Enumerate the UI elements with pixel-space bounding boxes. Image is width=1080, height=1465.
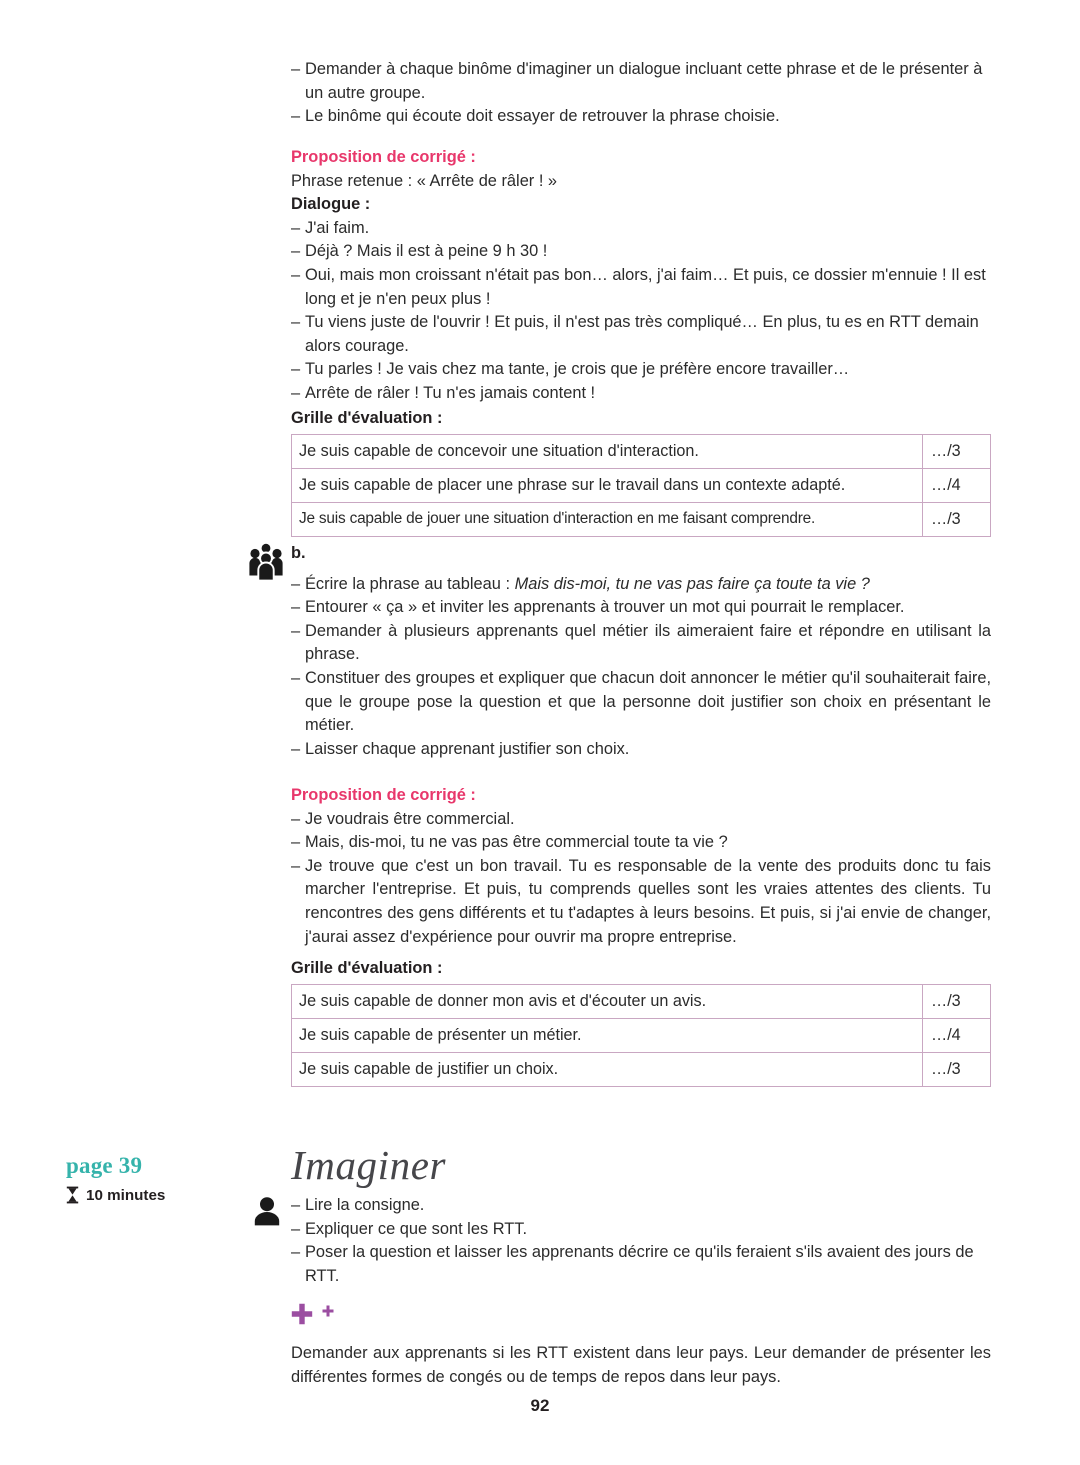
list-item bbox=[291, 1241, 991, 1288]
instruction-text: Expliquer ce que sont les RTT. bbox=[305, 1219, 527, 1238]
corrige-a-block bbox=[291, 146, 991, 406]
left-rail-imaginer bbox=[66, 1153, 266, 1204]
people-group-icon bbox=[248, 543, 284, 586]
corrige-b-list bbox=[291, 808, 991, 950]
dash-marker: – bbox=[291, 313, 301, 332]
list-item bbox=[291, 573, 991, 597]
dialogue-list bbox=[291, 217, 991, 406]
dash-marker: – bbox=[291, 265, 301, 284]
top-instructions-block bbox=[291, 58, 991, 129]
plus-icon-large bbox=[291, 1303, 313, 1330]
list-item bbox=[291, 240, 991, 264]
section-b-block bbox=[291, 542, 991, 761]
list-item bbox=[291, 1194, 991, 1218]
instruction-emphasis: Mais dis-moi, tu ne vas pas faire ça toute ta vie ? bbox=[514, 574, 870, 593]
section-title-imaginer: Imaginer bbox=[291, 1142, 447, 1188]
score-cell: …/3 bbox=[923, 985, 991, 1019]
dash-marker: – bbox=[291, 621, 301, 640]
corrige-b-block bbox=[291, 784, 991, 949]
dash-marker: – bbox=[291, 1219, 301, 1238]
list-item bbox=[291, 808, 991, 832]
corrige-a-heading: Proposition de corrigé : bbox=[291, 148, 476, 166]
grille-a-title: Grille d'évaluation : bbox=[291, 409, 443, 427]
corrige-b-heading: Proposition de corrigé : bbox=[291, 786, 476, 804]
instruction-text: Demander à plusieurs apprenants quel métier ils aimeraient faire et répondre en utilisant la phrase. bbox=[305, 621, 991, 664]
criterion-cell: Je suis capable de présenter un métier. bbox=[292, 1019, 923, 1053]
dialogue-line: Tu parles ! Je vais chez ma tante, je crois que je préfère encore travailler… bbox=[305, 360, 850, 379]
dash-marker: – bbox=[291, 833, 301, 852]
dash-marker: – bbox=[291, 1196, 301, 1214]
page-folio: 92 bbox=[530, 1396, 550, 1415]
dash-marker: – bbox=[291, 598, 301, 617]
instruction-text: Le binôme qui écoute doit essayer de retrouver la phrase choisie. bbox=[305, 107, 780, 126]
score-cell: …/4 bbox=[923, 469, 991, 503]
list-item bbox=[291, 738, 991, 762]
grille-a-block bbox=[291, 409, 991, 537]
dash-marker: – bbox=[291, 383, 301, 402]
corrige-line: Je voudrais être commercial. bbox=[305, 809, 515, 828]
instruction-text: Lire la consigne. bbox=[305, 1196, 425, 1214]
duration-label: 10 minutes bbox=[86, 1186, 166, 1204]
list-item bbox=[291, 58, 991, 105]
score-cell: …/4 bbox=[923, 1019, 991, 1053]
criterion-cell: Je suis capable de jouer une situation d'interaction en me faisant comprendre. bbox=[292, 503, 923, 537]
dash-marker: – bbox=[291, 574, 301, 593]
list-item bbox=[291, 358, 991, 382]
corrige-line: Mais, dis-moi, tu ne vas pas être commercial toute ta vie ? bbox=[305, 833, 728, 852]
criterion-cell: Je suis capable de justifier un choix. bbox=[292, 1053, 923, 1087]
instruction-text: Demander à chaque binôme d'imaginer un dialogue incluant cette phrase et de le présenter à un autre groupe. bbox=[305, 60, 983, 102]
dialogue-line: Arrête de râler ! Tu n'es jamais content ! bbox=[305, 383, 596, 402]
table-row bbox=[292, 469, 991, 503]
dash-marker: – bbox=[291, 218, 301, 237]
hourglass-icon bbox=[66, 1186, 79, 1204]
dash-marker: – bbox=[291, 809, 301, 828]
imaginer-instructions-block bbox=[291, 1194, 991, 1288]
imaginer-list bbox=[291, 1194, 991, 1288]
criterion-cell: Je suis capable de donner mon avis et d'écouter un avis. bbox=[292, 985, 923, 1019]
dash-marker: – bbox=[291, 107, 301, 126]
table-row bbox=[292, 503, 991, 537]
corrige-line: Je trouve que c'est un bon travail. Tu es responsable de la vente des produits donc tu fais marcher l'entreprise. Et puis, tu comprends quelles sont les vraies attentes des clients. Tu rencontres des gens différents et tu t'adaptes à leurs besoins. Et puis, si j'ai envie de changer, j'aurai assez d'expérience pour ouvrir ma propre entreprise. bbox=[305, 856, 991, 946]
score-cell: …/3 bbox=[923, 1053, 991, 1087]
dialogue-line: Déjà ? Mais il est à peine 9 h 30 ! bbox=[305, 242, 548, 261]
plus-note-text: Demander aux apprenants si les RTT existent dans leur pays. Leur demander de présenter les différentes formes de congés ou de temps de repos dans leur pays. bbox=[291, 1344, 991, 1386]
dialogue-line: Tu viens juste de l'ouvrir ! Et puis, il n'est pas très compliqué… En plus, tu es en RTT demain alors courage. bbox=[305, 313, 979, 355]
list-item bbox=[291, 620, 991, 667]
score-cell: …/3 bbox=[923, 435, 991, 469]
instruction-text: Poser la question et laisser les apprenants décrire ce qu'ils feraient s'ils avaient des jours de RTT. bbox=[305, 1243, 974, 1285]
instruction-text: Écrire la phrase au tableau : bbox=[305, 574, 515, 593]
plus-icons-row bbox=[291, 1303, 991, 1333]
dialogue-line: J'ai faim. bbox=[305, 218, 370, 237]
grille-b-title: Grille d'évaluation : bbox=[291, 959, 443, 977]
instruction-text: Entourer « ça » et inviter les apprenants à trouver un mot qui pourrait le remplacer. bbox=[305, 598, 905, 617]
list-item bbox=[291, 596, 991, 620]
dash-marker: – bbox=[291, 60, 301, 78]
evaluation-table-a bbox=[291, 434, 991, 537]
dash-marker: – bbox=[291, 1243, 301, 1262]
table-row bbox=[292, 985, 991, 1019]
duration-indicator bbox=[66, 1186, 266, 1204]
score-cell: …/3 bbox=[923, 503, 991, 537]
list-item bbox=[291, 217, 991, 241]
plus-icon-small bbox=[322, 1304, 334, 1322]
dialogue-line: Oui, mais mon croissant n'était pas bon… alors, j'ai faim… Et puis, ce dossier m'ennuie ! Il est long et je n'en peux plus ! bbox=[305, 265, 986, 308]
single-person-icon bbox=[254, 1196, 280, 1231]
list-item bbox=[291, 667, 991, 738]
list-item bbox=[291, 311, 991, 358]
dash-marker: – bbox=[291, 360, 301, 379]
dash-marker: – bbox=[291, 668, 301, 687]
instruction-text: Constituer des groupes et expliquer que chacun doit annoncer le métier qu'il souhaiterait faire, que le groupe pose la question et que la personne doit justifier son choix en présentant le métier. bbox=[305, 668, 991, 735]
criterion-cell: Je suis capable de placer une phrase sur le travail dans un contexte adapté. bbox=[292, 469, 923, 503]
phrase-retenue: Phrase retenue : « Arrête de râler ! » bbox=[291, 171, 558, 190]
criterion-cell: Je suis capable de concevoir une situation d'interaction. bbox=[292, 435, 923, 469]
imaginer-title-block bbox=[291, 1143, 991, 1187]
list-item bbox=[291, 831, 991, 855]
top-instruction-list bbox=[291, 58, 991, 129]
grille-b-block bbox=[291, 959, 991, 1087]
dash-marker: – bbox=[291, 856, 301, 875]
page-reference: page 39 bbox=[66, 1153, 143, 1178]
instruction-text: Laisser chaque apprenant justifier son choix. bbox=[305, 739, 630, 758]
dash-marker: – bbox=[291, 242, 301, 261]
dash-marker: – bbox=[291, 739, 301, 758]
table-row bbox=[292, 1019, 991, 1053]
list-item bbox=[291, 855, 991, 949]
list-item bbox=[291, 264, 991, 311]
table-row bbox=[292, 1053, 991, 1087]
section-b-list bbox=[291, 573, 991, 762]
list-item bbox=[291, 105, 991, 129]
plus-note-block bbox=[291, 1303, 991, 1389]
section-b-label: b. bbox=[291, 544, 306, 562]
table-row bbox=[292, 435, 991, 469]
list-item bbox=[291, 382, 991, 406]
dialogue-heading: Dialogue : bbox=[291, 195, 371, 214]
list-item bbox=[291, 1218, 991, 1242]
evaluation-table-b bbox=[291, 984, 991, 1087]
